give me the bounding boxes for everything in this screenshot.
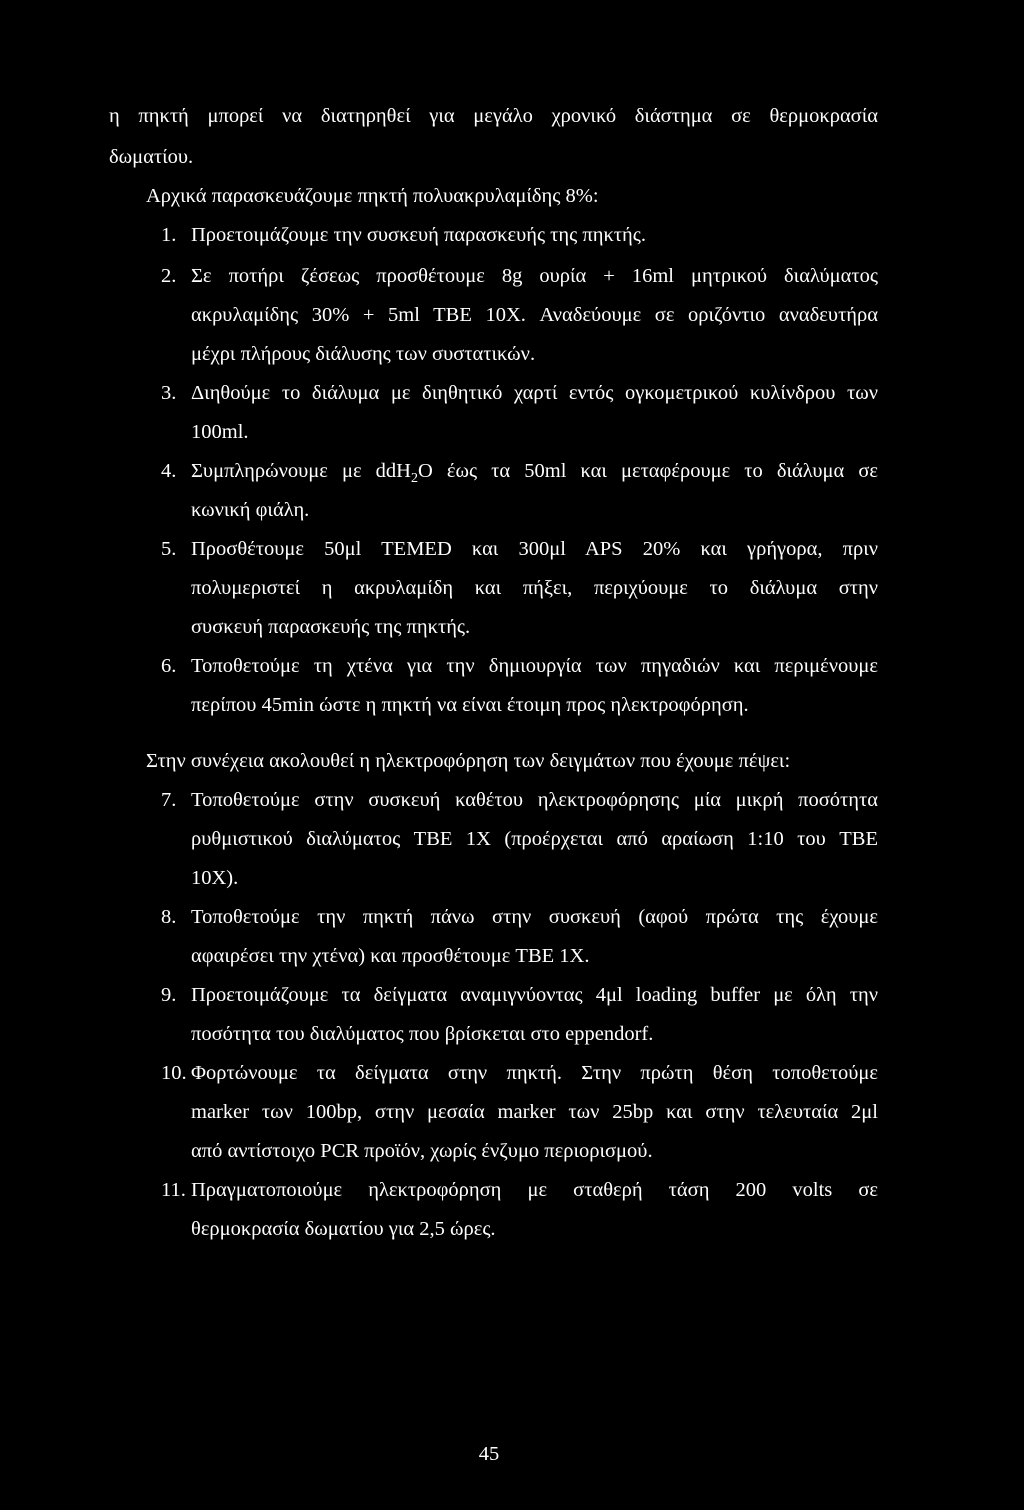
step-2-line-2: ακρυλαμίδης 30% + 5ml TBE 10X. Αναδεύουμε σε οριζόντιο αναδευτήρα	[191, 304, 878, 326]
step-10-line-1: Φορτώνουμε τα δείγματα στην πηκτή. Στην πρώτη θέση τοποθετούμε	[191, 1062, 878, 1084]
step-5-line-3: συσκευή παρασκευής της πηκτής.	[191, 616, 471, 638]
step-6-line-1: Τοποθετούμε τη χτένα για την δημιουργία των πηγαδιών και περιμένουμε	[191, 655, 878, 677]
step-7-line-2: ρυθμιστικού διαλύματος TBE 1X (προέρχεται από αραίωση 1:10 του TBE	[191, 828, 878, 850]
step-7-line-1: Τοποθετούμε στην συσκευή καθέτου ηλεκτροφόρησης μία μικρή ποσότητα	[191, 789, 878, 811]
step-number-7: 7.	[161, 789, 177, 811]
step-number-5: 5.	[161, 538, 177, 560]
step-10-line-2: marker των 100bp, στην μεσαία marker των 25bp και στην τελευταία 2μl	[191, 1101, 878, 1123]
step-7-line-3: 10X).	[191, 867, 239, 889]
step-8-line-1: Τοποθετούμε την πηκτή πάνω στην συσκευή (αφού πρώτα της έχουμε	[191, 906, 878, 928]
step-number-10: 10.	[161, 1062, 187, 1084]
step-1-line-1: Προετοιμάζουμε την συσκευή παρασκευής της πηκτής.	[191, 224, 646, 246]
step-11-line-2: θερμοκρασία δωματίου για 2,5 ώρες.	[191, 1218, 496, 1240]
step-number-8: 8.	[161, 906, 177, 928]
step-4-line-1	[191, 459, 878, 487]
step-3-line-2: 100ml.	[191, 421, 249, 443]
step-number-3: 3.	[161, 382, 177, 404]
section-2-heading: Στην συνέχεια ακολουθεί η ηλεκτροφόρηση των δειγμάτων που έχουμε πέψει:	[146, 750, 791, 772]
page-number: 45	[478, 1443, 500, 1465]
step-9-line-1: Προετοιμάζουμε τα δείγματα αναμιγνύοντας 4μl loading buffer με όλη την	[191, 984, 878, 1006]
step-4-text-post: O έως τα 50ml και μεταφέρουμε το διάλυμα σε	[417, 460, 878, 482]
step-number-9: 9.	[161, 984, 177, 1006]
step-2-line-3: μέχρι πλήρους διάλυσης των συστατικών.	[191, 343, 536, 365]
step-6-line-2: περίπου 45min ώστε η πηκτή να είναι έτοιμη προς ηλεκτροφόρηση.	[191, 694, 749, 716]
step-9-line-2: ποσότητα του διαλύματος που βρίσκεται στο eppendorf.	[191, 1023, 654, 1045]
intro-line-1: η πηκτή μπορεί να διατηρηθεί για μεγάλο χρονικό διάστημα σε θερμοκρασία	[109, 105, 878, 127]
step-number-11: 11.	[161, 1179, 186, 1201]
step-3-line-1: Διηθούμε το διάλυμα με διηθητικό χαρτί εντός ογκομετρικού κυλίνδρου των	[191, 382, 878, 404]
step-number-6: 6.	[161, 655, 177, 677]
step-11-line-1: Πραγματοποιούμε ηλεκτροφόρηση με σταθερή τάση 200 volts σε	[191, 1179, 878, 1201]
step-5-line-2: πολυμεριστεί η ακρυλαμίδη και πήξει, περιχύουμε το διάλυμα στην	[191, 577, 878, 599]
step-number-1: 1.	[161, 224, 177, 246]
step-number-4: 4.	[161, 460, 177, 482]
step-number-2: 2.	[161, 265, 177, 287]
step-2-line-1: Σε ποτήρι ζέσεως προσθέτουμε 8g ουρία + 16ml μητρικού διαλύματος	[191, 265, 878, 287]
step-4-line-2: κωνική φιάλη.	[191, 499, 310, 521]
section-1-heading: Αρχικά παρασκευάζουμε πηκτή πολυακρυλαμίδης 8%:	[146, 185, 599, 207]
step-4-text-pre: Συμπληρώνουμε με ddH	[191, 460, 411, 482]
step-5-line-1: Προσθέτουμε 50μl TEMED και 300μl APS 20% και γρήγορα, πριν	[191, 538, 878, 560]
intro-line-2: δωματίου.	[109, 146, 194, 168]
step-4-subscript: 2	[410, 471, 418, 487]
step-8-line-2: αφαιρέσει την χτένα) και προσθέτουμε TBE 1X.	[191, 945, 590, 967]
step-10-line-3: από αντίστοιχο PCR προϊόν, χωρίς ένζυμο περιορισμού.	[191, 1140, 653, 1162]
